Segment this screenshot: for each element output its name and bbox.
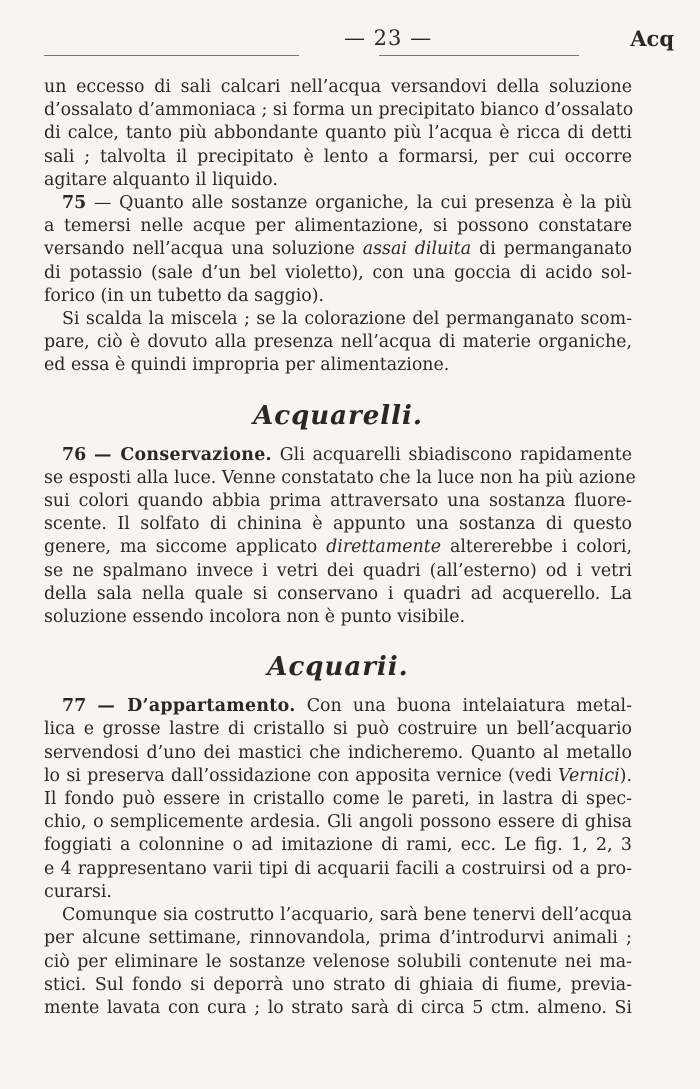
text-span: di permanganato [471,239,633,260]
text-line: se esposti alla luce. Venne constatato che la luce non ha più azione [44,467,636,488]
text-span: lo si preserva dall’ossidazione con apposita vernice (vedi [44,765,559,786]
text-line: d’ossalato d’ammoniaca ; si forma un precipitato bianco d’ossalato [44,100,634,121]
text-line: se ne spalmano invece i vetri dei quadri (all’esterno) od i vetri [44,560,632,581]
text-line: chio, o semplicemente ardesia. Gli angoli possono essere di ghisa [44,812,632,833]
header-rule [379,55,579,56]
text-line: soluzione essendo incolora non è punto visibile. [44,607,466,628]
text-span: altererebbe i colori, [441,537,632,558]
text-span: versando nell’acqua una soluzione [44,239,363,260]
text-line: Si scalda la miscela ; se la colorazione del permanganato scom- [62,309,632,330]
text-line: scente. Il solfato di chinina è appunto una sostanza di questo [44,514,632,535]
text-line [44,238,632,261]
text-span: Con una buona intelaiatura metal- [295,696,632,717]
text-line: per alcune settimane, rinnovandola, prima d’introdurvi animali ; [44,928,632,949]
text-span: Gli acquarelli sbiadiscono rapidamente [271,444,632,465]
paragraph-number: 75 [62,193,87,214]
text-line: e 4 rappresentano varii tipi di acquarii facili a costruirsi od a pro- [44,858,632,879]
text-line [44,695,632,718]
paragraph-76 [44,444,636,630]
text-line: di calce, tanto più abbondante quanto più l’acqua è ricca di detti [44,123,632,144]
paragraph-continuation [44,76,632,192]
text-line: ed essa è quindi impropria per alimentazione. [44,355,450,376]
running-head: Acq [630,26,674,51]
page-body [44,76,636,1020]
section-title: Acquarii. [267,652,409,683]
italic-text: assai diluita [362,239,472,260]
text-line [44,192,632,215]
text-line: stici. Sul fondo si deporrà uno strato di ghiaia di fiume, previa- [44,974,632,995]
paragraph-heading: — D’appartamento. [97,696,296,717]
text-line: di potassio (sale d’un bel violetto), con una goccia di acido sol- [44,262,632,283]
header-rule [44,55,299,56]
section-title: Acquarelli. [253,400,423,431]
text-line: un eccesso di sali calcari nell’acqua versandovi della soluzione [44,77,632,97]
text-line: della sala nella quale si conservano i quadri ad acquerello. La [44,583,632,604]
text-line: curarsi. [44,881,112,902]
text-line [44,444,632,467]
text-line [44,765,632,788]
paragraph-77 [44,695,632,904]
text-line: Comunque sia costrutto l’acquario, sarà bene tenervi dell’acqua [62,905,632,926]
text-span: genere, ma siccome applicato [44,537,327,558]
paragraph [44,904,632,1020]
text-line [44,536,632,559]
paragraph-number: 77 [62,696,87,717]
text-line: Il fondo può essere in cristallo come le pareti, in lastra di spec- [44,789,632,810]
paragraph-heading: — Conservazione. [94,444,272,465]
text-line: foggiati a colonnine o ad imitazione di rami, ecc. Le fig. 1, 2, 3 [44,835,632,856]
page-number: — 23 — [344,26,433,50]
text-line: pare, ciò è dovuto alla presenza nell’acqua di materie organiche, [44,332,632,353]
page-header [44,22,676,56]
text-line: mente lavata con cura ; lo strato sarà di circa 5 ctm. almeno. Si [44,997,632,1018]
text-span: ). [619,765,632,786]
paragraph [44,308,632,378]
italic-text: Vernici [558,765,620,786]
paragraph-number: 76 [62,444,87,465]
text-line: ciò per eliminare le sostanze velenose solubili contenute nei ma- [44,951,632,972]
text-span: — Quanto alle sostanze organiche, la cui presenza è la più [94,193,632,214]
text-line: forico (in un tubetto da saggio). [44,285,325,306]
text-line: servendosi d’uno dei mastici che indicheremo. Quanto al metallo [44,742,632,763]
text-line: sui colori quando abbia prima attraversato una sostanza fluore- [44,491,632,512]
text-line: lica e grosse lastre di cristallo si può costruire un bell’acquario [44,719,632,740]
paragraph-75 [44,192,632,308]
text-line: sali ; talvolta il precipitato è lento a formarsi, per cui occorre [44,146,632,167]
text-line: a temersi nelle acque per alimentazione, si possono constatare [44,216,632,237]
italic-text: direttamente [326,537,442,558]
text-line: agitare alquanto il liquido. [44,169,278,190]
